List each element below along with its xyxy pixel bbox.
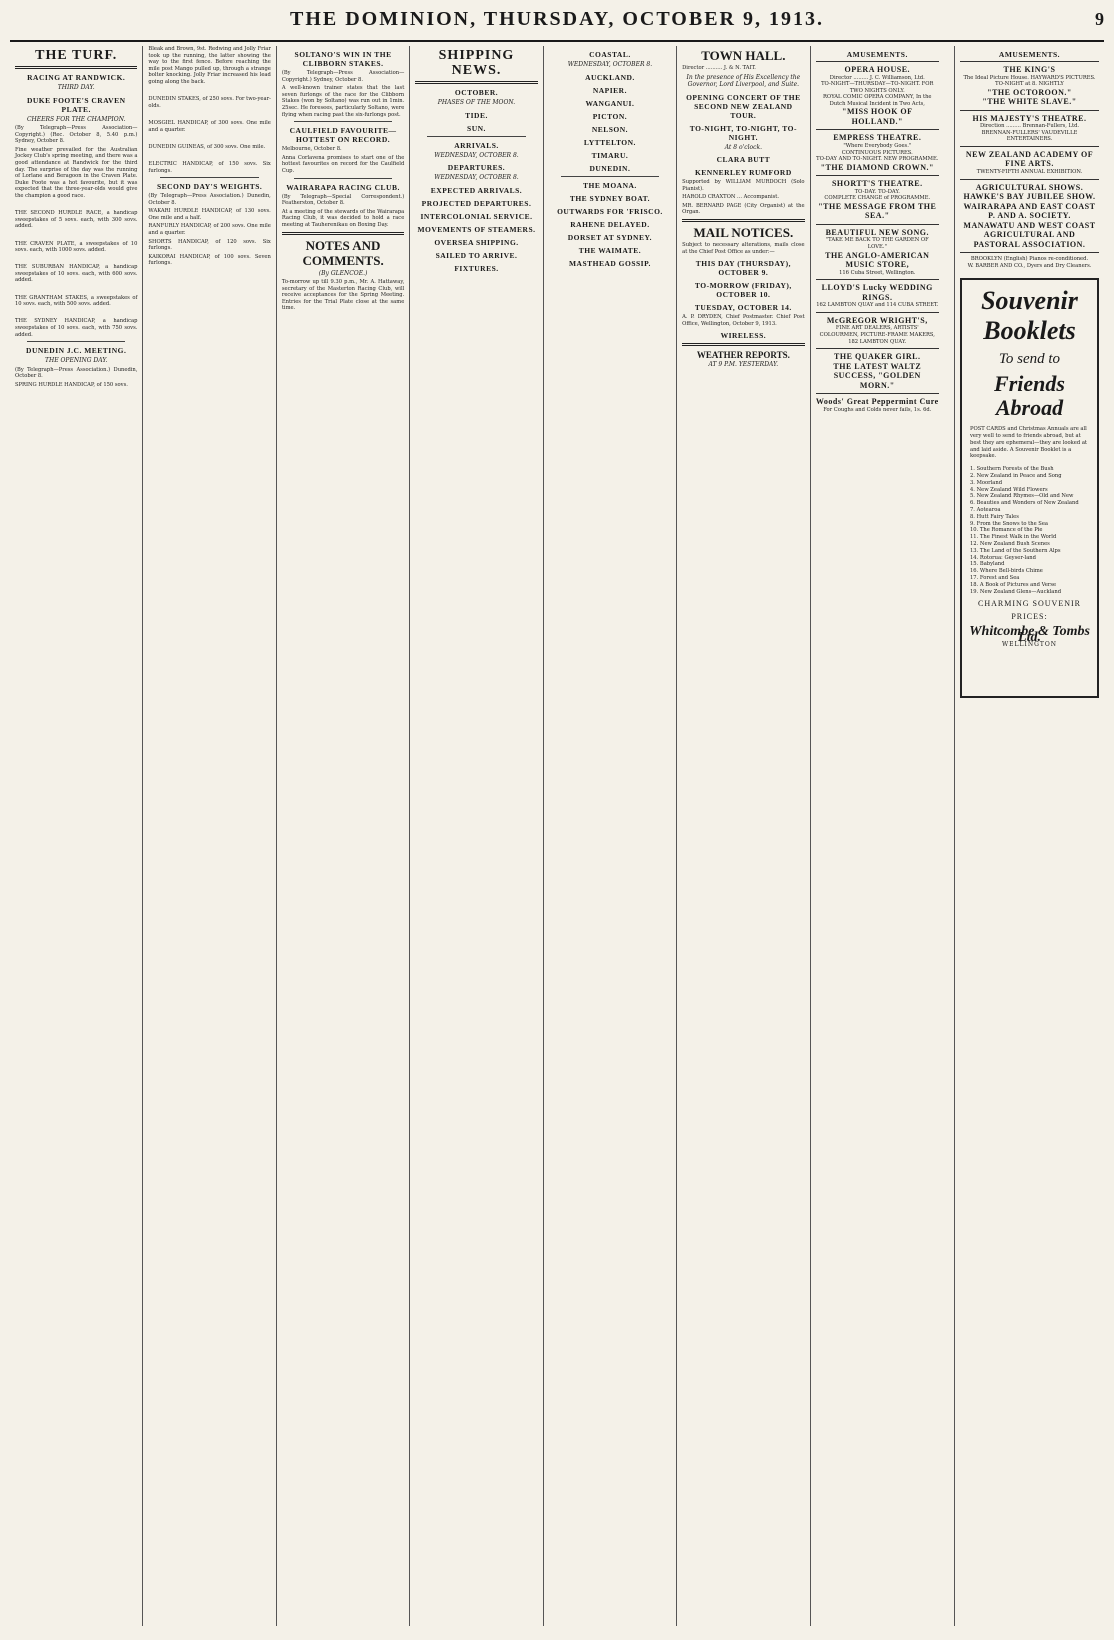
turf-lead: Fine weather prevailed for the Australian Jockey Club's spring meeting, and there was a good attendance at Randwick for the third day. The surprise of the day was the running of Lorlane and Beragoon in the Craven Plate. Duke Foote was a hot favourite, but it was expected that the three-year-olds would give the champion a good race. (15, 146, 138, 199)
coastal-timaru: TIMARU. (591, 150, 629, 160)
souvenir-item: 8. Hutt Fairy Tales (970, 513, 1019, 520)
divider (294, 121, 392, 122)
turf-cheers: CHEERS FOR THE CHAMPION. (26, 115, 126, 123)
wairarapa-byline: (By Telegraph—Special Correspondent.) Featherston, October 8. (281, 193, 405, 207)
shipping-month: OCTOBER. (454, 88, 499, 97)
empress-programme: TO-DAY AND TO-NIGHT. NEW PROGRAMME. (816, 156, 939, 163)
dorset-heading: DORSET AT SYDNEY. (567, 232, 653, 242)
mail-day-3: TUESDAY, OCTOBER 14. (694, 303, 792, 313)
barber-text: W. BARBER AND CO., Dyers and Dry Cleaners. (967, 262, 1092, 269)
souvenir-prices: PRICES: (1011, 611, 1048, 621)
town-hall-time: At 8 o'clock. (724, 143, 763, 151)
turf-suburban: THE SUBURBAN HANDICAP, a handicap sweepstakes of 10 sovs. each, with 600 sovs. added. (15, 264, 138, 284)
column-town-hall (677, 46, 810, 1626)
columns (10, 46, 944, 1626)
lloyds-ad (816, 279, 939, 312)
body-text (148, 88, 270, 95)
coastal-napier: NAPIER. (592, 85, 627, 95)
turf-craven: THE CRAVEN PLATE, a sweepstakes of 10 sovs. each, with 1000 sovs. added. (15, 240, 138, 254)
weights-byline: (By Telegraph—Press Association.) Dunedin, October 8. (148, 193, 271, 206)
souvenir-item: 18. A Book of Pictures and Verse (970, 581, 1057, 588)
shortts-heading: SHORTT'S THEATRE. (831, 179, 923, 189)
body-text (15, 202, 137, 209)
souvenir-item: 7. Aotearoa (970, 507, 1001, 514)
dunedin-stakes: DUNEDIN STAKES, of 250 sovs. For two-year-olds. (148, 96, 271, 109)
column-racing-results (143, 46, 276, 1626)
gossip-heading: MASTHEAD GOSSIP. (568, 258, 651, 268)
empress-ad (816, 129, 939, 175)
empress-feature: "THE DIAMOND CROWN." (820, 162, 934, 172)
mcgregor-desc: FINE ART DEALERS, ARTISTS' COLOURMEN, PICTURE-FRAME MAKERS, (819, 325, 935, 338)
second-weights-heading: SECOND DAY'S WEIGHTS. (156, 182, 263, 192)
opera-house-ad (816, 61, 939, 129)
turf-heading: THE TURF. (35, 48, 118, 63)
caulfield-heading: CAULFIELD FAVOURITE—HOTTEST ON RECORD. (289, 126, 397, 145)
mcgregor-address: 182 LAMBTON QUAY. (848, 338, 907, 345)
body-text (148, 135, 270, 142)
town-hall-organ: MR. BERNARD PAGE (City Organist) at the Organ. (682, 202, 805, 216)
divider (282, 232, 404, 235)
body-text (148, 111, 270, 118)
opera-tonight: TO-NIGHT—THURSDAY—TO-NIGHT. FOR TWO NIGHTS ONLY. (821, 81, 934, 94)
souvenir-item: 13. The Land of the Southern Alps (970, 547, 1061, 554)
opera-house-heading: OPERA HOUSE. (844, 65, 911, 74)
caulfield-body: Anna Corlavena promises to start one of the hottest favourites on record for the Caulfield Cup. (281, 154, 405, 174)
song-heading: BEAUTIFUL NEW SONG. (825, 227, 929, 237)
column-amusements-2 (954, 46, 1104, 1626)
artist-clara-butt: CLARA BUTT (716, 155, 771, 165)
brooklyn-ad (960, 252, 1099, 272)
fixtures-heading: FIXTURES. (454, 263, 499, 273)
souvenir-booklets-ad (960, 278, 1099, 698)
notes-body: To-morrow up till 9.30 p.m., Mr. A. Hattaway, secretary of the Masterton Racing Club, will receive acceptances for the Spring Meeting. Entries for the Trial Plate close at the same time. (281, 279, 405, 312)
mail-heading: MAIL NOTICES. (693, 225, 794, 241)
mail-day-2: TO-MORROW (FRIDAY), OCTOBER 10. (694, 281, 792, 300)
amusements-2-heading: AMUSEMENTS. (998, 50, 1061, 59)
column-shipping (410, 46, 543, 1626)
anglo-store: THE ANGLO-AMERICAN MUSIC STORE, (825, 250, 930, 270)
souvenir-item: 12. New Zealand Bush Scenes (970, 541, 1050, 547)
mcgregor-heading: McGREGOR WRIGHT'S, (826, 315, 928, 325)
souvenir-item: 11. The Finest Walk in the World (970, 534, 1057, 541)
projected-heading: PROJECTED DEPARTURES. (421, 198, 532, 208)
souvenir-item: 6. Beauties and Wonders of New Zealand (970, 500, 1079, 507)
waimate-heading: THE WAIMATE. (578, 245, 642, 255)
woods-heading: Woods' Great Peppermint Cure (815, 397, 939, 407)
agri-shows (960, 179, 1099, 253)
departures-heading: DEPARTURES. (447, 163, 506, 172)
academy-ad (960, 146, 1099, 179)
kings-ad (960, 61, 1099, 110)
academy-annual: TWENTY-FIFTH ANNUAL EXHIBITION. (976, 168, 1083, 175)
sailed-heading: SAILED TO ARRIVE. (435, 250, 518, 260)
column-notes (277, 46, 410, 1626)
souvenir-send: To send to (998, 351, 1061, 368)
dunedin-heading: DUNEDIN J.C. MEETING. (26, 346, 127, 356)
dunedin-day: THE OPENING DAY. (44, 357, 108, 365)
souvenir-item: 1. Southern Forests of the Bush (970, 466, 1054, 473)
town-hall-concert: OPENING CONCERT OF THE SECOND NEW ZEALAND TOUR. (686, 92, 801, 120)
sun-heading: SUN. (467, 123, 486, 133)
kings-heading: THE KING'S (1003, 65, 1056, 74)
body-text (15, 256, 137, 263)
majesty-ad (960, 110, 1099, 146)
dunedin-guineas: DUNEDIN GUINEAS, of 300 sovs. One mile. (148, 143, 266, 150)
wairarapa-show-heading: WAIRARAPA AND EAST COAST P. AND A. SOCIETY. (963, 201, 1096, 221)
town-hall-accompanist: HAROLD CRAXTON ... Accompanist. (682, 194, 780, 201)
artist-rumford: KENNERLEY RUMFORD (694, 168, 792, 178)
ranfurly-handicap: RANFURLY HANDICAP, of 200 sovs. One mile and a quarter. (148, 223, 271, 237)
expected-heading: EXPECTED ARRIVALS. (430, 185, 523, 195)
coastal-heading: COASTAL. (589, 50, 631, 59)
divider (294, 178, 392, 179)
shipping-heading: SHIPPING NEWS. (438, 48, 515, 78)
notes-heading: NOTES AND COMMENTS. (302, 237, 384, 268)
coastal-wanganui: WANGANUI. (585, 98, 635, 108)
turf-plate: DUKE FOOTE'S CRAVEN PLATE. (26, 95, 126, 114)
waltz-heading: THE LATEST WALTZ SUCCESS, "GOLDEN MORN." (833, 361, 922, 390)
sydney-boat-heading: THE SYDNEY BOAT. (569, 193, 650, 203)
body-text (15, 286, 137, 293)
souvenir-item: 2. New Zealand in Peace and Song (970, 473, 1062, 480)
souvenir-item: 16. Where Bell-birds Chime (970, 568, 1043, 575)
column-amusements (811, 46, 944, 1626)
brooklyn-text: BROOKLYN (English) Pianos re-conditioned. (970, 256, 1089, 263)
turf-subheading: RACING AT RANDWICK. (27, 73, 126, 82)
movements-heading: MOVEMENTS OF STEAMERS. (417, 224, 536, 234)
opera-director: Director ......... J. C. Williamson, Ltd. (829, 74, 925, 81)
column-turf (10, 46, 143, 1626)
divider (15, 66, 137, 69)
divider (27, 341, 125, 342)
divider (415, 81, 537, 84)
souvenir-item: 17. Forest and Sea (970, 574, 1020, 581)
song-title: "TAKE ME BACK TO THE GARDEN OF LOVE." (825, 237, 929, 251)
souvenir-item: 19. New Zealand Glens—Auckland (970, 588, 1062, 595)
mail-intro: Subject to necessary alterations, mails close at the Chief Post Office as under:— (682, 242, 805, 255)
mail-day-1: THIS DAY (THURSDAY), OCTOBER 9. (695, 259, 791, 278)
divider (427, 136, 525, 137)
spring-hurdle: SPRING HURDLE HANDICAP, of 150 sovs. (15, 381, 128, 388)
lloyds-address: 162 LAMBTON QUAY and 114 CUBA STREET. (816, 302, 939, 309)
body-text (15, 310, 137, 317)
hawkes-heading: HAWKE'S BAY JUBILEE SHOW. (963, 192, 1096, 202)
rahene-heading: RAHENE DELAYED. (570, 219, 650, 229)
majesty-direction: Direction ......... Brennan-Fullers, Ltd. (979, 123, 1080, 130)
divider (682, 219, 804, 222)
mcgregor-ad (816, 312, 939, 348)
souvenir-intro: POST CARDS and Christmas Annuals are all very well to send to friends abroad, but at best they are ephemeral—they are looked at and laid aside. A Souvenir Booklet is a keepsake. (970, 426, 1087, 460)
souvenir-charming: CHARMING SOUVENIR (977, 599, 1081, 609)
overseas-heading: OVERSEA SHIPPING. (434, 237, 519, 247)
wakari-handicap: WAKARI HURDLE HANDICAP, of 130 sovs. One mile and a half. (148, 208, 271, 221)
departures-date: WEDNESDAY, OCTOBER 8. (434, 174, 519, 181)
souvenir-item: 4. New Zealand Wild Flowers (970, 486, 1048, 493)
frisco-heading: OUTWARDS FOR 'FRISCO. (557, 206, 663, 216)
turf-grantham: THE GRANTHAM STAKES, a sweepstakes of 10 sovs. each, with 500 sovs. added. (15, 294, 138, 308)
divider (160, 177, 258, 178)
body-text (15, 232, 137, 239)
coastal-dunedin: DUNEDIN. (589, 163, 631, 173)
coastal-picton: PICTON. (592, 111, 628, 121)
weather-time: AT 9 P.M. YESTERDAY. (708, 361, 779, 369)
kaikorai-handicap: KAIKORAI HANDICAP, of 100 sovs. Seven furlongs. (148, 253, 271, 267)
notes-byline: (By GLENCOE.) (318, 269, 368, 277)
soltano-byline: (By Telegraph—Press Association—Copyright.) Sydney, October 8. (281, 70, 405, 83)
shortts-change: COMPLETE CHANGE of PROGRAMME. (824, 195, 931, 202)
col2-body: Bleak and Brown, 9st. Redwing and Jolly Friar took up the running, the latter showing the way to the first fence. Before reaching the mile post Mango pulled up, through a strange bolter knocking. Jolly Friar increased his lead going along the back. (148, 46, 271, 85)
kings-feature-1: "THE OCTOROON." (987, 87, 1072, 97)
vaudeville: BRENNAN-FULLERS' VAUDEVILLE ENTERTAINERS. (981, 129, 1078, 143)
wairarapa-body: At a meeting of the stewards of the Wairarapa Racing Club, it was decided to hold a race meeting at Tauherenikau on Boxing Day. (281, 208, 405, 228)
shortts-today: TO-DAY. TO-DAY. (854, 188, 900, 195)
wireless-heading: WIRELESS. (720, 331, 767, 341)
tide-heading: TIDE. (465, 110, 488, 120)
empress-tagline: "Where Everybody Goes." (843, 142, 912, 149)
moon-phases: PHASES OF THE MOON. (437, 99, 516, 106)
coastal-lyttelton: LYTTELTON. (583, 137, 636, 147)
turf-hurdle: THE SECOND HURDLE RACE, a handicap sweepstakes of 5 sovs. each, with 300 sovs. added. (15, 210, 138, 230)
souvenir-item: 15. Babyland (970, 561, 1005, 568)
opera-show: "MISS HOOK OF HOLLAND." (842, 107, 913, 126)
amusements-heading: AMUSEMENTS. (846, 50, 908, 59)
anglo-address: 116 Cuba Street, Wellington. (839, 269, 916, 276)
agri-heading: AGRICULTURAL SHOWS. (975, 182, 1084, 192)
body-text (148, 152, 270, 159)
coastal-date: WEDNESDAY, OCTOBER 8. (567, 61, 653, 68)
town-hall-presence: In the presence of His Excellency the Governor, Lord Liverpool, and Suite. (686, 73, 801, 89)
arrivals-date: WEDNESDAY, OCTOBER 8. (434, 151, 519, 159)
caulfield-byline: Melbourne, October 8. (281, 146, 342, 153)
lloyds-heading: LLOYD'S Lucky WEDDING RINGS. (821, 283, 933, 302)
electric-handicap: ELECTRIC HANDICAP, of 150 sovs. Six furlongs. (148, 160, 271, 174)
town-hall-tonight: TO-NIGHT, TO-NIGHT, TO-NIGHT. (689, 123, 797, 142)
woods-tagline: For Coughs and Colds never fails, 1s. 6d. (823, 406, 932, 413)
shorts-handicap: SHORTS HANDICAP, of 120 sovs. Six furlongs. (148, 238, 271, 252)
soltano-heading: SOLTANO'S WIN IN THE CLIBBORN STAKES. (294, 50, 392, 68)
souvenir-item: 14. Rotorua: Geyser-land (970, 554, 1036, 561)
masthead-title: THE DOMINION, THURSDAY, OCTOBER 9, 1913. (290, 8, 824, 30)
coastal-auckland: AUCKLAND. (585, 72, 635, 82)
souvenir-title: Souvenir Booklets (981, 286, 1078, 346)
manawatu-heading: MANAWATU AND WEST COAST AGRICULTURAL AND PASTORAL ASSOCIATION. (963, 220, 1096, 249)
empress-heading: EMPRESS THEATRE. (833, 133, 922, 143)
turf-byline: (By Telegraph—Press Association—Copyright.) (Rec. October 8, 5.40 p.m.) Sydney, October 8. (15, 125, 138, 145)
coastal-nelson: NELSON. (591, 124, 629, 134)
weather-heading: WEATHER REPORTS. (696, 350, 790, 361)
souvenir-item: 10. The Romance of the Pie (970, 527, 1043, 534)
opera-company: ROYAL COMIC OPERA COMPANY, In the Dutch Musical Incident in Two Acts, (823, 94, 932, 107)
town-hall-director: Director .......... J. & N. TAIT. (682, 65, 756, 71)
quaker-ad (816, 348, 939, 393)
shortts-ad (816, 175, 939, 224)
wairarapa-heading: WAIRARAPA RACING CLUB. (286, 182, 400, 192)
academy-heading: NEW ZEALAND ACADEMY OF FINE ARTS. (965, 149, 1094, 169)
masthead (10, 8, 1104, 42)
column-coastal (544, 46, 677, 1626)
dunedin-byline: (By Telegraph—Press Association.) Dunedin, October 8. (15, 366, 138, 380)
souvenir-city: WELLINGTON (1001, 640, 1058, 648)
souvenir-item: 3. Moorland (970, 479, 1003, 486)
shortts-feature: "THE MESSAGE FROM THE SEA." (818, 201, 937, 221)
page-number: 9 (1095, 9, 1104, 29)
divider (561, 176, 659, 177)
moana-heading: THE MOANA. (583, 180, 637, 190)
souvenir-item: 9. From the Snows to the Sea (970, 520, 1048, 527)
song-ad (816, 224, 939, 279)
mail-signed: A. P. DRYDEN, Chief Postmaster. Chief Post Office, Wellington, October 9, 1913. (682, 314, 805, 327)
mosgiel-handicap: MOSGIEL HANDICAP, of 300 sovs. One mile and a quarter. (148, 119, 271, 133)
souvenir-list (970, 466, 1089, 595)
majesty-heading: HIS MAJESTY'S THEATRE. (972, 113, 1087, 123)
empress-continuous: CONTINUOUS PICTURES. (841, 149, 913, 156)
woods-ad (816, 393, 939, 416)
turf-day: THIRD DAY. (57, 84, 95, 91)
souvenir-friends: Friends Abroad (994, 371, 1065, 421)
kings-tonight: TO-NIGHT at 8. NIGHTLY (995, 81, 1064, 88)
soltano-body: A well-known trainer states that the last seven furlongs of the race for the Clibborn Stakes (won by Soltano) was run out in 1min. 25sec. He foresees, particularly Soltano, were flying when racing past the six-furlongs post. (281, 85, 405, 118)
intercolonial-heading: INTERCOLONIAL SERVICE. (420, 211, 533, 221)
arrivals-heading: ARRIVALS. (454, 140, 499, 150)
souvenir-item: 5. New Zealand Rhymes—Old and New (970, 493, 1074, 500)
kings-sub: The Ideal Picture House. HAYWARD'S PICTURES. (963, 74, 1096, 81)
town-hall-supported: Supported by WILLIAM MURDOCH (Solo Pianist). (682, 179, 805, 192)
souvenir-firm: Whitcombe & Tombs Ltd. (969, 623, 1090, 646)
town-hall-heading: TOWN HALL. (701, 48, 786, 63)
kings-feature-2: "THE WHITE SLAVE." (982, 97, 1077, 107)
turf-steeple: THE SYDNEY HANDICAP, a handicap sweepstakes of 10 sovs. each, with 750 sovs. added. (15, 318, 138, 338)
quaker-heading: THE QUAKER GIRL. (834, 352, 921, 362)
divider (682, 343, 804, 346)
